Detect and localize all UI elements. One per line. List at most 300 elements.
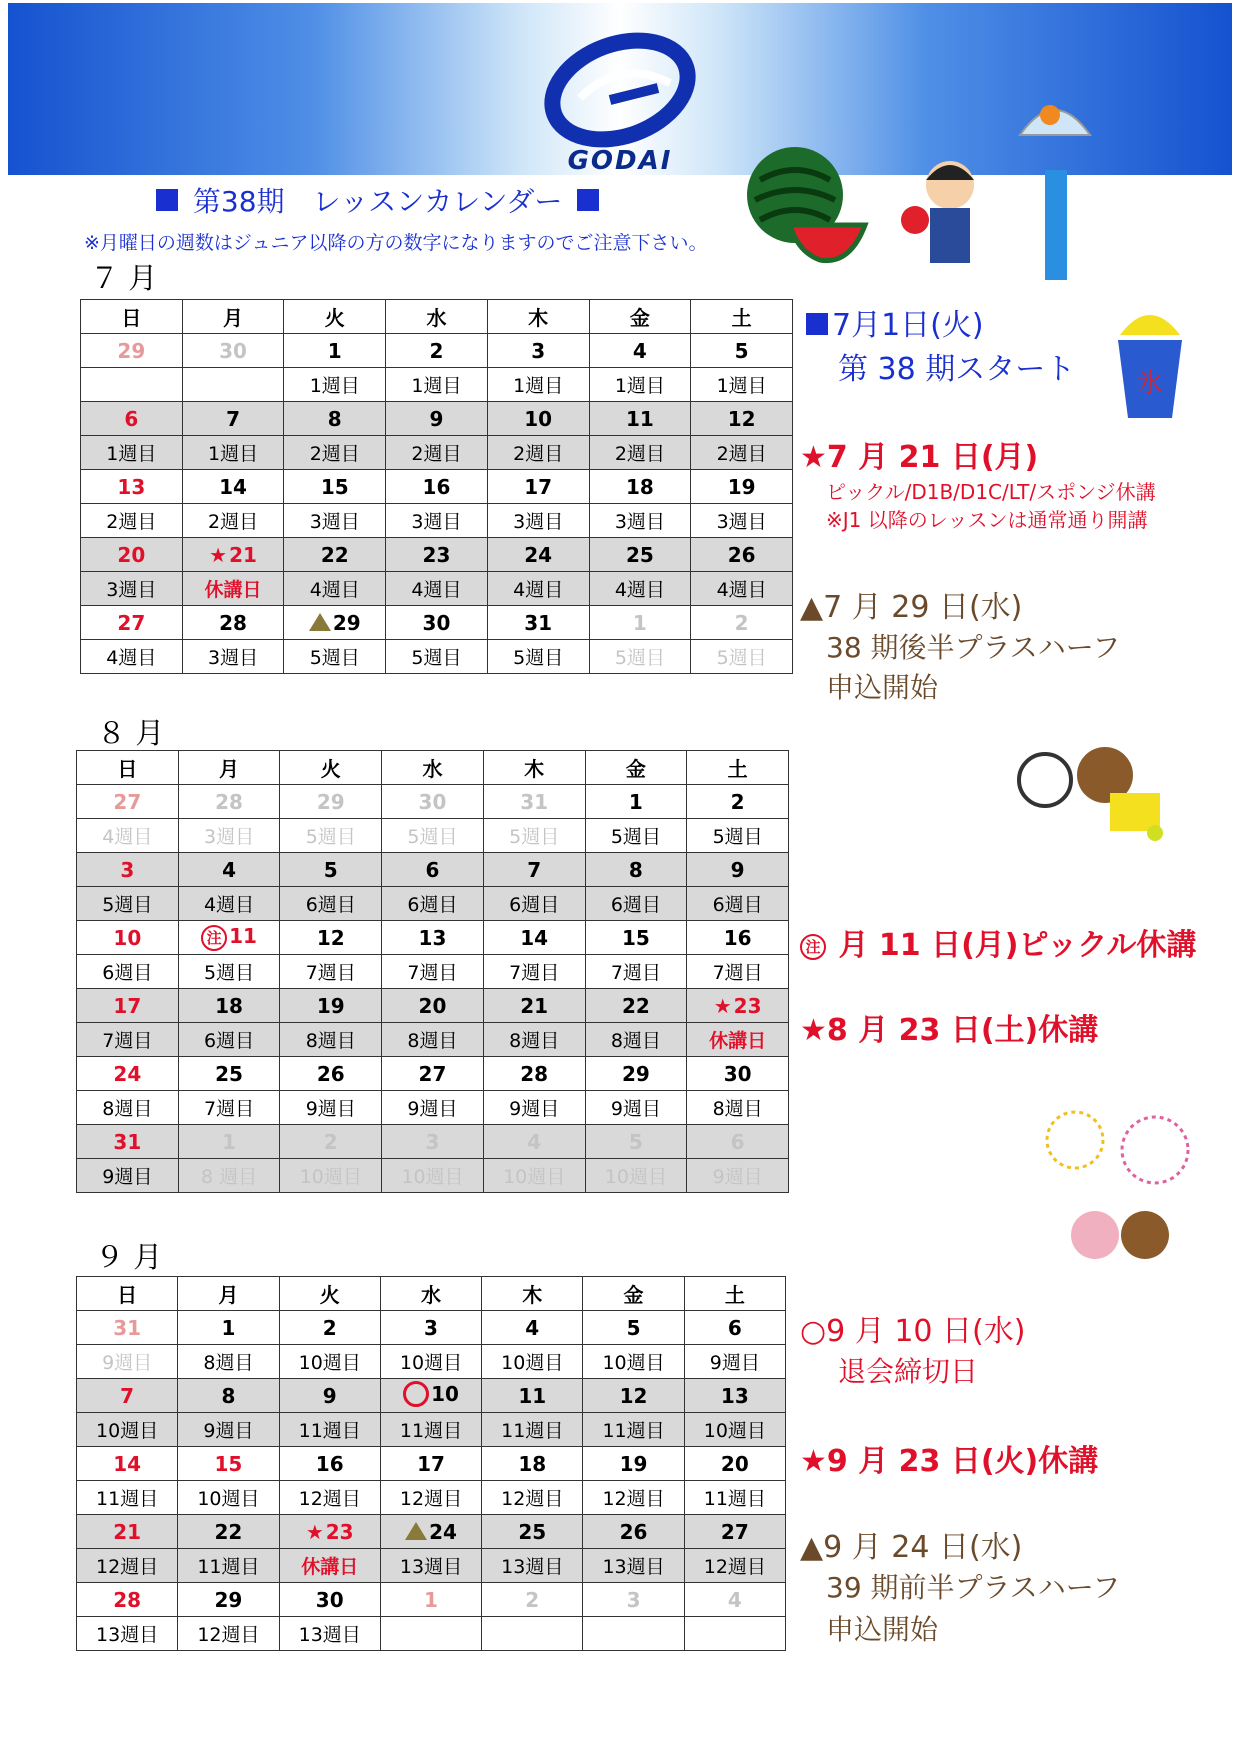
day-cell [178, 1583, 279, 1617]
day-number: 11 [518, 1383, 547, 1408]
day-cell [382, 989, 484, 1023]
day-cell [483, 853, 585, 887]
week-cell: 4週目 [589, 572, 691, 606]
week-cell: 13週目 [482, 1549, 583, 1583]
day-cell [81, 402, 183, 436]
day-number: 19 [316, 993, 345, 1018]
day-number: 11 [229, 924, 257, 949]
day-cell [386, 538, 488, 572]
note-sep10-line1: 退会締切日 [838, 1355, 979, 1388]
week-cell: 8週目 [585, 1023, 687, 1057]
day-cell [279, 1311, 380, 1345]
day-cell [487, 538, 589, 572]
note-jul21-title: ★7 月 21 日(月) [800, 440, 1039, 475]
day-number: 30 [418, 789, 447, 814]
day-number: 4 [632, 338, 647, 363]
weekday-header-wed: 水 [380, 1277, 481, 1311]
day-number: 13 [720, 1383, 749, 1408]
week-cell: 11週目 [77, 1481, 178, 1515]
week-cell: 3週目 [691, 504, 793, 538]
day-cell [382, 853, 484, 887]
day-number: 15 [621, 925, 650, 950]
week-cell: 6週目 [178, 1023, 280, 1057]
day-cell [585, 989, 687, 1023]
day-number: 5 [734, 338, 749, 363]
day-cell [687, 1125, 789, 1159]
day-number: 9 [730, 857, 745, 882]
week-cell: 10週目 [482, 1345, 583, 1379]
day-number: 3 [626, 1587, 641, 1612]
day-cell [77, 989, 179, 1023]
note-jul29-line2: 申込開始 [826, 671, 939, 704]
day-number: 15 [214, 1451, 243, 1476]
day-number: 14 [219, 474, 247, 499]
day-cell [77, 1125, 179, 1159]
day-number: 2 [525, 1587, 540, 1612]
week-cell: 4週目 [386, 572, 488, 606]
week-cell: 4週目 [691, 572, 793, 606]
day-number: 5 [323, 857, 338, 882]
day-number: 26 [727, 542, 756, 567]
day-number: 23 [733, 993, 762, 1018]
day-number: 24 [429, 1519, 457, 1544]
week-cell: 3週目 [589, 504, 691, 538]
day-cell [687, 921, 789, 955]
month-label-august: ８ 月 [97, 716, 165, 750]
day-number: 16 [723, 925, 752, 950]
day-cell [182, 606, 284, 640]
day-number: 7 [226, 406, 241, 431]
square-bullet-icon [806, 313, 828, 335]
logo-swirl-icon [540, 28, 700, 148]
weekday-header-sat: 土 [691, 300, 793, 334]
fireworks-animals-icon [1040, 1105, 1190, 1280]
week-cell: 7週目 [483, 955, 585, 989]
day-cell [482, 1311, 583, 1345]
week-cell: 10週目 [585, 1159, 687, 1193]
note-jul-start-text: 第 38 期スタート [838, 352, 1076, 387]
day-number: 26 [619, 1519, 648, 1544]
day-cell [386, 470, 488, 504]
week-cell: 8週目 [382, 1023, 484, 1057]
day-number: 30 [723, 1061, 752, 1086]
day-cell [691, 538, 793, 572]
day-cell [182, 402, 284, 436]
week-cell: 9週目 [382, 1091, 484, 1125]
day-number: 20 [720, 1451, 749, 1476]
week-cell: 9週目 [684, 1345, 785, 1379]
day-cell [178, 853, 280, 887]
week-cell: 13週目 [380, 1549, 481, 1583]
day-number: 28 [219, 610, 247, 635]
day-number: 9 [429, 406, 444, 431]
day-number: 25 [215, 1061, 243, 1086]
notice-text: ※月曜日の週数はジュニア以降の方の数字になりますのでご注意下さい。 [84, 232, 708, 254]
day-cell [691, 334, 793, 368]
day-cell [482, 1447, 583, 1481]
day-number: 27 [418, 1061, 447, 1086]
day-cell [284, 334, 386, 368]
day-number: 19 [619, 1451, 648, 1476]
week-cell: 6週目 [280, 887, 382, 921]
watermelon-icon [740, 140, 870, 270]
day-cell [687, 785, 789, 819]
square-bullet-icon [156, 189, 178, 211]
day-cell [178, 989, 280, 1023]
day-number: 29 [621, 1061, 650, 1086]
day-number: 9 [322, 1383, 337, 1408]
week-cell: 10週目 [483, 1159, 585, 1193]
day-number: 7 [527, 857, 542, 882]
day-cell [81, 334, 183, 368]
week-cell: 1週目 [182, 436, 284, 470]
day-number: 8 [628, 857, 643, 882]
day-number: 6 [124, 406, 139, 431]
day-cell [487, 606, 589, 640]
day-number: 18 [625, 474, 654, 499]
day-cell [583, 1583, 684, 1617]
day-cell [382, 1125, 484, 1159]
day-number: 13 [418, 925, 447, 950]
day-cell [386, 402, 488, 436]
day-number: 5 [628, 1129, 643, 1154]
day-cell [482, 1583, 583, 1617]
day-number: 12 [727, 406, 756, 431]
day-cell [589, 606, 691, 640]
week-cell: 3週目 [284, 504, 386, 538]
day-number: 6 [730, 1129, 745, 1154]
weekday-header-fri: 金 [585, 751, 687, 785]
day-cell [279, 1447, 380, 1481]
week-cell: 9週目 [687, 1159, 789, 1193]
day-number: 10 [524, 406, 553, 431]
week-cell: 休講日 [279, 1549, 380, 1583]
day-cell [380, 1583, 481, 1617]
week-cell: 9週目 [280, 1091, 382, 1125]
day-cell [589, 334, 691, 368]
day-cell [583, 1379, 684, 1413]
day-cell [483, 989, 585, 1023]
weekday-header-mon: 月 [182, 300, 284, 334]
week-cell: 10週目 [583, 1345, 684, 1379]
day-cell [691, 402, 793, 436]
day-number: 3 [120, 857, 135, 882]
week-cell: 1週目 [81, 436, 183, 470]
day-cell [585, 1125, 687, 1159]
day-number: 1 [327, 338, 342, 363]
day-cell [487, 470, 589, 504]
week-cell: 9週目 [585, 1091, 687, 1125]
day-number: 21 [113, 1519, 142, 1544]
svg-text:氷: 氷 [1136, 369, 1164, 399]
week-cell: 7週目 [382, 955, 484, 989]
week-cell: 2週目 [589, 436, 691, 470]
day-cell [284, 538, 386, 572]
week-cell: 7週目 [178, 1091, 280, 1125]
day-cell [684, 1447, 785, 1481]
day-cell [77, 1057, 179, 1091]
week-cell: 12週目 [684, 1549, 785, 1583]
weekday-header-tue: 火 [279, 1277, 380, 1311]
week-cell: 4週目 [77, 819, 179, 853]
week-cell: 2週目 [691, 436, 793, 470]
day-number: 12 [619, 1383, 648, 1408]
month-label-september: ９ 月 [95, 1240, 163, 1274]
day-number: 4 [527, 1129, 542, 1154]
day-number: 1 [221, 1315, 236, 1340]
note-jul29-title: ▲7 月 29 日(水) [800, 590, 1023, 625]
week-cell: 7週目 [687, 955, 789, 989]
day-cell [77, 853, 179, 887]
week-cell: 1週目 [487, 368, 589, 402]
note-sep24-line1: 39 期前半プラスハーフ [826, 1571, 1121, 1604]
weekday-header-tue: 火 [284, 300, 386, 334]
day-number: 1 [628, 789, 643, 814]
day-cell [585, 921, 687, 955]
day-cell [483, 921, 585, 955]
star-icon: ★ [713, 993, 732, 1018]
day-cell [380, 1515, 481, 1549]
day-cell [77, 921, 179, 955]
day-number: 15 [320, 474, 349, 499]
week-cell: 11週目 [684, 1481, 785, 1515]
week-cell: 2週目 [386, 436, 488, 470]
day-number: 8 [221, 1383, 236, 1408]
day-number: 1 [424, 1587, 438, 1612]
week-cell: 8週目 [280, 1023, 382, 1057]
week-cell: 10週目 [380, 1345, 481, 1379]
day-cell [583, 1447, 684, 1481]
week-cell: 12週目 [279, 1481, 380, 1515]
week-cell: 5週目 [483, 819, 585, 853]
day-cell [280, 1057, 382, 1091]
day-cell [382, 1057, 484, 1091]
calendar-september [76, 1276, 786, 1651]
caution-mark-icon: 注 [800, 934, 826, 960]
day-cell [81, 606, 183, 640]
day-number: 23 [325, 1519, 354, 1544]
day-number: 31 [113, 1315, 142, 1340]
day-cell [687, 1057, 789, 1091]
week-cell: 13週目 [77, 1617, 178, 1651]
week-cell: 8週目 [178, 1345, 279, 1379]
day-number: 20 [418, 993, 447, 1018]
week-cell: 9週目 [178, 1413, 279, 1447]
caution-mark-icon: 注 [201, 925, 227, 951]
day-cell [182, 334, 284, 368]
weekday-header-sun: 日 [77, 751, 179, 785]
week-cell: 12週目 [380, 1481, 481, 1515]
day-number: 6 [727, 1315, 742, 1340]
week-cell: 5週目 [280, 819, 382, 853]
note-jul21-line1: ピックル/D1B/D1C/LT/スポンジ休講 [826, 480, 1156, 504]
day-number: 22 [621, 993, 650, 1018]
day-number: 3 [425, 1129, 440, 1154]
day-cell [77, 1379, 178, 1413]
calendar-august [76, 750, 789, 1193]
day-cell [178, 1379, 279, 1413]
week-cell: 6週目 [382, 887, 484, 921]
week-cell: 1週目 [589, 368, 691, 402]
day-cell [684, 1311, 785, 1345]
weekday-header-wed: 水 [386, 300, 488, 334]
weekday-header-fri: 金 [583, 1277, 684, 1311]
day-cell [684, 1515, 785, 1549]
day-cell [182, 538, 284, 572]
day-number: 2 [730, 789, 745, 814]
week-cell: 10週目 [279, 1345, 380, 1379]
week-cell: 2週目 [182, 504, 284, 538]
week-cell: 8週目 [687, 1091, 789, 1125]
week-cell: 5週目 [77, 887, 179, 921]
week-cell: 9週目 [483, 1091, 585, 1125]
day-number: 25 [625, 542, 654, 567]
month-label-july: ７ 月 [90, 261, 158, 295]
week-cell: 4週目 [81, 640, 183, 674]
day-cell [585, 785, 687, 819]
week-cell: 4週目 [284, 572, 386, 606]
note-jul29-line1: 38 期後半プラスハーフ [826, 631, 1121, 664]
week-cell: 11週目 [279, 1413, 380, 1447]
shaved-ice-icon [1110, 300, 1190, 420]
boy-yukata-icon [895, 150, 1005, 280]
day-number: 22 [320, 542, 349, 567]
week-cell: 12週目 [583, 1481, 684, 1515]
day-cell [483, 1125, 585, 1159]
week-cell: 9週目 [77, 1159, 179, 1193]
day-cell [284, 606, 386, 640]
week-cell: 2週目 [284, 436, 386, 470]
week-cell [182, 368, 284, 402]
day-cell [687, 989, 789, 1023]
day-number: 1 [632, 610, 647, 635]
week-cell: 7週目 [77, 1023, 179, 1057]
week-cell: 3週目 [178, 819, 280, 853]
day-number: 6 [425, 857, 440, 882]
day-number: 1 [222, 1129, 237, 1154]
day-cell [482, 1379, 583, 1413]
day-cell [279, 1515, 380, 1549]
week-cell: 3週目 [487, 504, 589, 538]
triangle-icon [309, 613, 331, 631]
weekday-header-thu: 木 [483, 751, 585, 785]
calendar-july [80, 299, 793, 674]
day-cell [687, 853, 789, 887]
day-number: 25 [518, 1519, 547, 1544]
day-number: 7 [120, 1383, 135, 1408]
day-number: 11 [625, 406, 654, 431]
day-number: 28 [113, 1587, 142, 1612]
week-cell [684, 1617, 785, 1651]
godai-logo [540, 28, 700, 174]
day-cell [585, 853, 687, 887]
week-cell: 11週目 [178, 1549, 279, 1583]
day-cell [382, 785, 484, 819]
day-cell [583, 1515, 684, 1549]
day-cell [178, 785, 280, 819]
week-cell [380, 1617, 481, 1651]
day-cell [380, 1447, 481, 1481]
day-number: 16 [422, 474, 451, 499]
day-cell [280, 989, 382, 1023]
note-jul-start [806, 300, 984, 344]
day-cell [487, 402, 589, 436]
day-cell [77, 1447, 178, 1481]
week-cell: 11週目 [482, 1413, 583, 1447]
week-cell: 1週目 [386, 368, 488, 402]
day-number: 21 [520, 993, 549, 1018]
week-cell: 12週目 [77, 1549, 178, 1583]
weekday-header-tue: 火 [280, 751, 382, 785]
week-cell: 5週目 [382, 819, 484, 853]
week-cell: 13週目 [583, 1549, 684, 1583]
day-number: 29 [332, 610, 361, 635]
day-number: 29 [117, 338, 146, 363]
week-cell: 10週目 [382, 1159, 484, 1193]
week-cell: 8週目 [483, 1023, 585, 1057]
day-cell [178, 921, 280, 955]
day-number: 4 [222, 857, 237, 882]
day-number: 27 [117, 610, 146, 635]
day-cell [482, 1515, 583, 1549]
day-number: 30 [422, 610, 451, 635]
week-cell: 6週目 [483, 887, 585, 921]
week-cell: 3週目 [81, 572, 183, 606]
week-cell: 9週目 [77, 1345, 178, 1379]
day-number: 14 [520, 925, 549, 950]
day-cell [380, 1311, 481, 1345]
week-cell: 2週目 [81, 504, 183, 538]
day-number: 31 [113, 1129, 142, 1154]
day-number: 17 [524, 474, 553, 499]
day-cell [77, 1311, 178, 1345]
day-cell [280, 853, 382, 887]
star-icon: ★ [209, 542, 228, 567]
day-cell [583, 1311, 684, 1345]
week-cell: 8 週目 [178, 1159, 280, 1193]
day-cell [81, 538, 183, 572]
day-number: 19 [727, 474, 756, 499]
day-cell [279, 1583, 380, 1617]
day-number: 30 [219, 338, 247, 363]
week-cell: 3週目 [386, 504, 488, 538]
note-sep24-title: ▲9 月 24 日(水) [800, 1530, 1023, 1565]
day-number: 20 [117, 542, 146, 567]
note-sep10-title: ○9 月 10 日(水) [800, 1314, 1026, 1349]
week-cell: 5週目 [386, 640, 488, 674]
day-cell [178, 1057, 280, 1091]
day-number: 24 [524, 542, 553, 567]
week-cell: 7週目 [585, 955, 687, 989]
week-cell: 5週目 [284, 640, 386, 674]
star-icon: ★ [305, 1519, 324, 1544]
day-number: 27 [113, 789, 142, 814]
week-cell [482, 1617, 583, 1651]
week-cell: 10週目 [280, 1159, 382, 1193]
day-number: 28 [520, 1061, 549, 1086]
page-title [150, 180, 605, 220]
day-number: 2 [322, 1315, 337, 1340]
day-number: 14 [113, 1451, 142, 1476]
day-cell [178, 1447, 279, 1481]
week-cell: 13週目 [279, 1617, 380, 1651]
square-bullet-icon [577, 189, 599, 211]
week-cell: 6週目 [77, 955, 179, 989]
day-number: 18 [518, 1451, 547, 1476]
note-jul-start-date: 7月1日(火) [832, 308, 984, 343]
day-number: 2 [323, 1129, 338, 1154]
week-cell: 8週目 [77, 1091, 179, 1125]
